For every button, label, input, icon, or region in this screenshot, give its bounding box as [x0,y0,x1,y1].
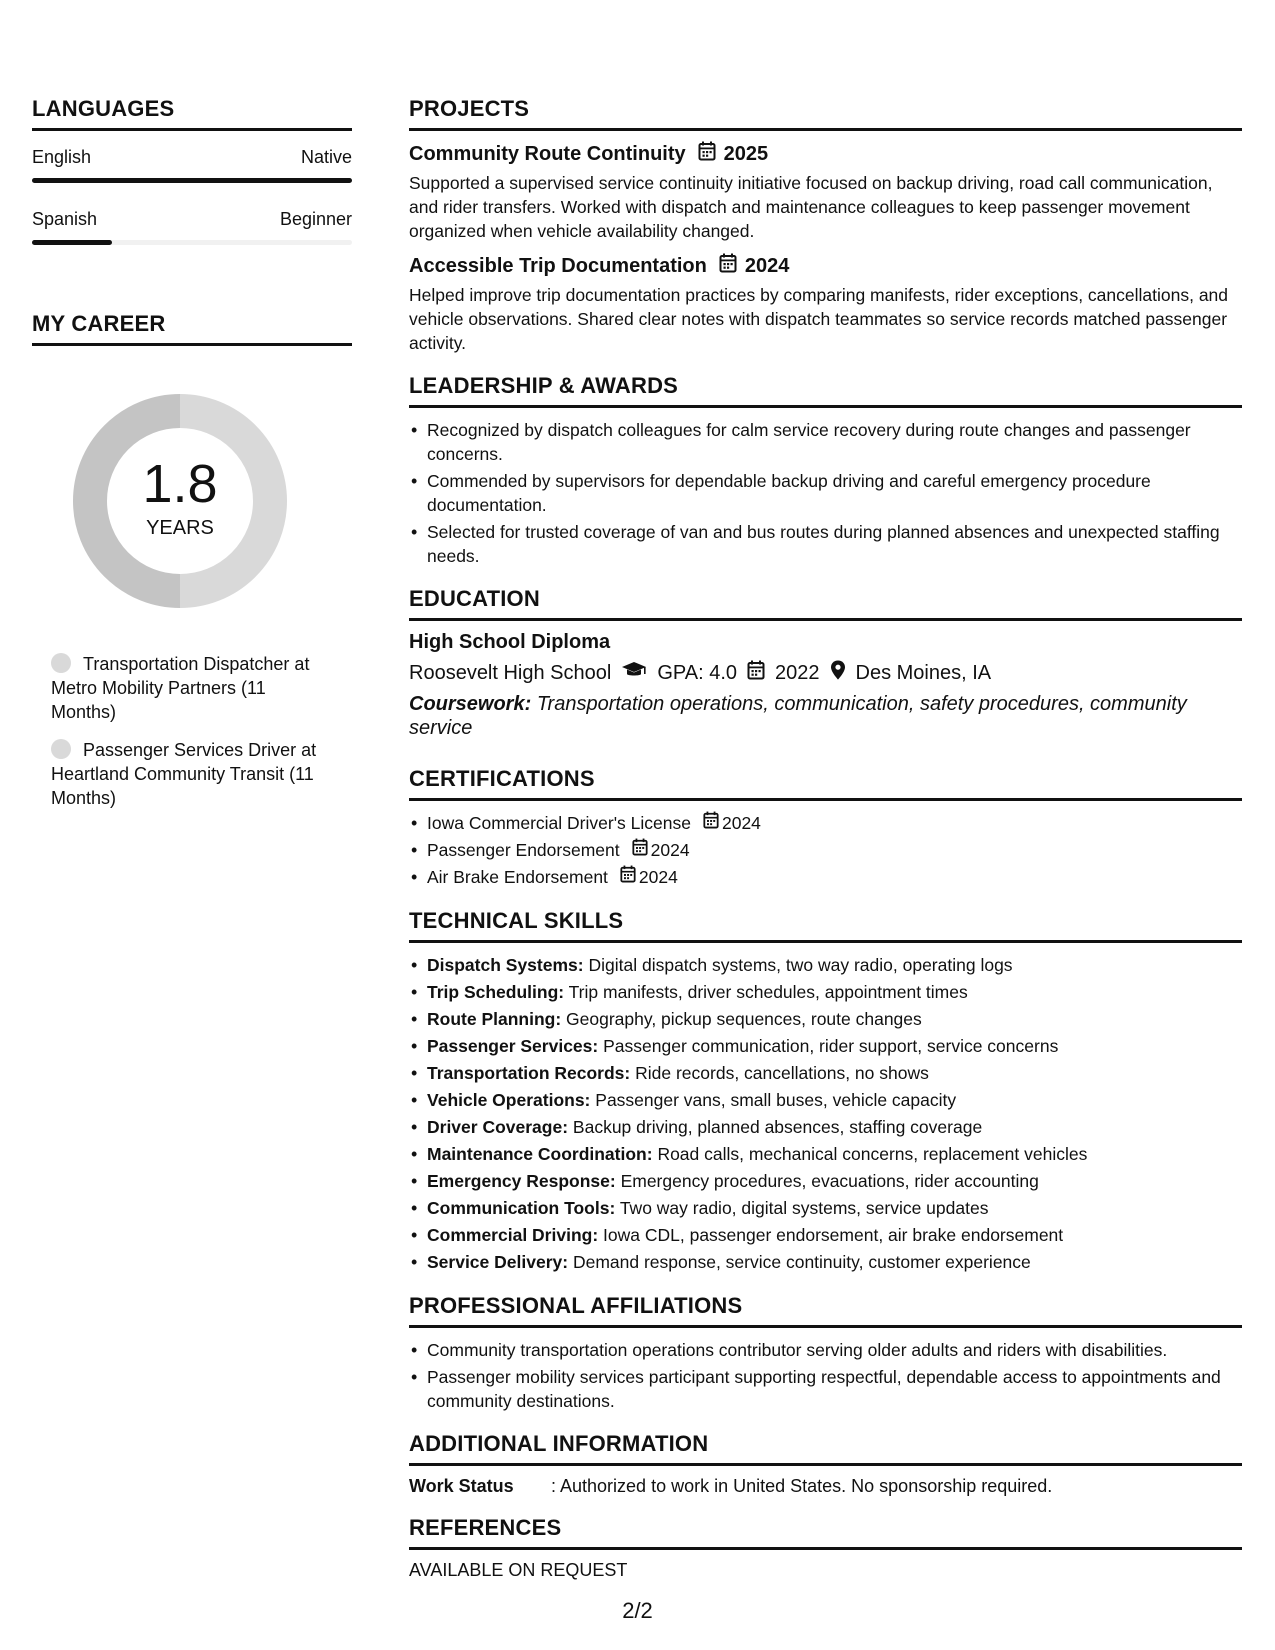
list-item [409,838,1242,863]
skill-item [409,1169,1242,1194]
languages-section [32,96,352,245]
leadership-list [409,418,1242,568]
references-section [409,1515,1242,1581]
language-level: Native [300,147,352,167]
graduation-cap-icon [621,660,647,686]
certification-name: • Iowa Commercial Driver's License [427,813,691,833]
additional-section [409,1431,1242,1497]
skill-label: Passenger Services: [427,1036,599,1056]
career-list [32,652,322,810]
calendar-icon [632,838,648,863]
certification-name: • Air Brake Endorsement [427,867,608,887]
sidebar [32,96,352,824]
leadership-title: LEADERSHIP & AWARDS [409,373,1242,408]
additional-title: ADDITIONAL INFORMATION [409,1431,1242,1466]
skill-item [409,1115,1242,1140]
coursework-label: Coursework: [409,693,532,715]
education-school: Roosevelt High School [409,661,612,684]
languages-title: LANGUAGES [32,96,352,131]
career-total-unit: YEARS [146,516,214,539]
skill-item [409,1007,1242,1032]
certification-year: 2024 [638,867,678,887]
affiliations-list [409,1338,1242,1413]
skill-item [409,1088,1242,1113]
language-proficiency-fill [32,240,112,245]
skill-label: Trip Scheduling: [427,982,565,1002]
skill-item [409,1250,1242,1275]
skills-title: TECHNICAL SKILLS [409,908,1242,943]
list-item: • Commended by supervisors for dependable backup driving and careful emergency procedure documentation. [409,469,1242,517]
skill-value: Passenger communication, rider support, service concerns [603,1036,1059,1056]
language-proficiency-fill [32,178,352,183]
skill-label: Maintenance Coordination: [427,1144,653,1164]
main-content [409,96,1242,1599]
certification-year: 2024 [650,840,690,860]
skill-value: Two way radio, digital systems, service updates [619,1198,989,1218]
skill-item [409,1142,1242,1167]
skill-label: Service Delivery: [427,1252,569,1272]
coursework-text: Transportation operations, communication, safety procedures, community service [409,693,1187,739]
skill-value: Passenger vans, small buses, vehicle capacity [595,1090,957,1110]
skill-label: Driver Coverage: [427,1117,569,1137]
skill-value: Geography, pickup sequences, route changes [566,1009,922,1029]
project-name: Community Route Continuity [409,142,686,165]
certification-name: • Passenger Endorsement [427,840,620,860]
calendar-icon [719,253,737,279]
education-degree: High School Diploma [409,631,611,653]
skill-item [409,1034,1242,1059]
career-dot-icon [51,653,71,673]
list-item: • Selected for trusted coverage of van and bus routes during planned absences and unexpected staffing needs. [409,520,1242,568]
skill-value: Ride records, cancellations, no shows [635,1063,929,1083]
list-item [409,865,1242,890]
skill-item [409,1223,1242,1248]
career-item-text: Passenger Services Driver at Heartland Community Transit (11 Months) [51,740,317,808]
career-item-text: Transportation Dispatcher at Metro Mobility Partners (11 Months) [51,654,310,722]
skill-value: Trip manifests, driver schedules, appointment times [568,982,968,1002]
skill-value: Emergency procedures, evacuations, rider accounting [620,1171,1039,1191]
career-dot-icon [51,739,71,759]
list-item: • Community transportation operations contributor serving older adults and riders with disabilities. [409,1338,1242,1362]
project-name: Accessible Trip Documentation [409,254,707,277]
skill-value: Demand response, service continuity, customer experience [572,1252,1031,1272]
career-donut-chart [65,386,295,616]
project-item [409,141,1242,243]
certification-year: 2024 [721,813,761,833]
skill-label: Route Planning: [427,1009,562,1029]
career-total-value: 1.8 [142,453,218,514]
language-proficiency-bar [32,240,352,245]
project-description: Supported a supervised service continuity initiative focused on backup driving, road call communication, and rider transfers. Worked with dispatch and maintenance colleagues to keep passenger movement organized when vehicle availability changed. [409,173,1213,241]
skills-list [409,953,1242,1275]
project-year: 2024 [744,254,790,277]
skill-value: Digital dispatch systems, two way radio, operating logs [588,955,1013,975]
career-section [32,311,352,810]
language-name: Spanish [32,209,98,229]
skill-label: Communication Tools: [427,1198,616,1218]
skill-item [409,1061,1242,1086]
education-title: EDUCATION [409,586,1242,621]
affiliations-title: PROFESSIONAL AFFILIATIONS [409,1293,1242,1328]
certifications-title: CERTIFICATIONS [409,766,1242,801]
skill-value: Iowa CDL, passenger endorsement, air brake endorsement [603,1225,1064,1245]
education-gpa: GPA: 4.0 [657,661,738,684]
education-location: Des Moines, IA [855,661,992,684]
calendar-icon [703,811,719,836]
language-proficiency-bar [32,178,352,183]
work-status-value: : Authorized to work in United States. No sponsorship required. [551,1476,1053,1496]
list-item [409,811,1242,836]
project-item [409,253,1242,355]
career-item [51,652,322,724]
career-title: MY CAREER [32,311,352,346]
education-meta [409,660,1242,686]
project-year: 2025 [723,142,769,165]
skill-label: Emergency Response: [427,1171,616,1191]
calendar-icon [747,660,765,686]
language-name: English [32,147,92,167]
skill-label: Transportation Records: [427,1063,631,1083]
skill-value: Road calls, mechanical concerns, replacement vehicles [657,1144,1088,1164]
certifications-section [409,766,1242,890]
projects-title: PROJECTS [409,96,1242,131]
calendar-icon [620,865,636,890]
language-item [32,147,352,183]
skill-item [409,1196,1242,1221]
affiliations-section [409,1293,1242,1413]
project-description: Helped improve trip documentation practices by comparing manifests, rider exceptions, cancellations, and vehicle observations. Shared clear notes with dispatch teammates so service records matched passenger activity. [409,285,1229,353]
leadership-section [409,373,1242,568]
education-year: 2022 [775,661,820,684]
skill-item [409,953,1242,978]
references-title: REFERENCES [409,1515,1242,1550]
education-coursework [409,692,1242,740]
page-number: 2/2 [622,1598,653,1623]
list-item: • Passenger mobility services participant supporting respectful, dependable access to appointments and community destinations. [409,1365,1242,1413]
references-text: AVAILABLE ON REQUEST [409,1560,628,1580]
skill-item [409,980,1242,1005]
certifications-list [409,811,1242,890]
skill-label: Dispatch Systems: [427,955,584,975]
language-item [32,209,352,245]
calendar-icon [698,141,716,167]
projects-section [409,96,1242,355]
skill-label: Commercial Driving: [427,1225,599,1245]
work-status-label: Work Status [409,1476,514,1496]
skill-label: Vehicle Operations: [427,1090,591,1110]
skills-section [409,908,1242,1275]
work-status-row [409,1476,1242,1497]
location-pin-icon [830,660,846,686]
education-section [409,586,1242,740]
skill-value: Backup driving, planned absences, staffing coverage [572,1117,983,1137]
language-level: Beginner [279,209,352,229]
career-item [51,738,322,810]
list-item: • Recognized by dispatch colleagues for calm service recovery during route changes and passenger concerns. [409,418,1242,466]
